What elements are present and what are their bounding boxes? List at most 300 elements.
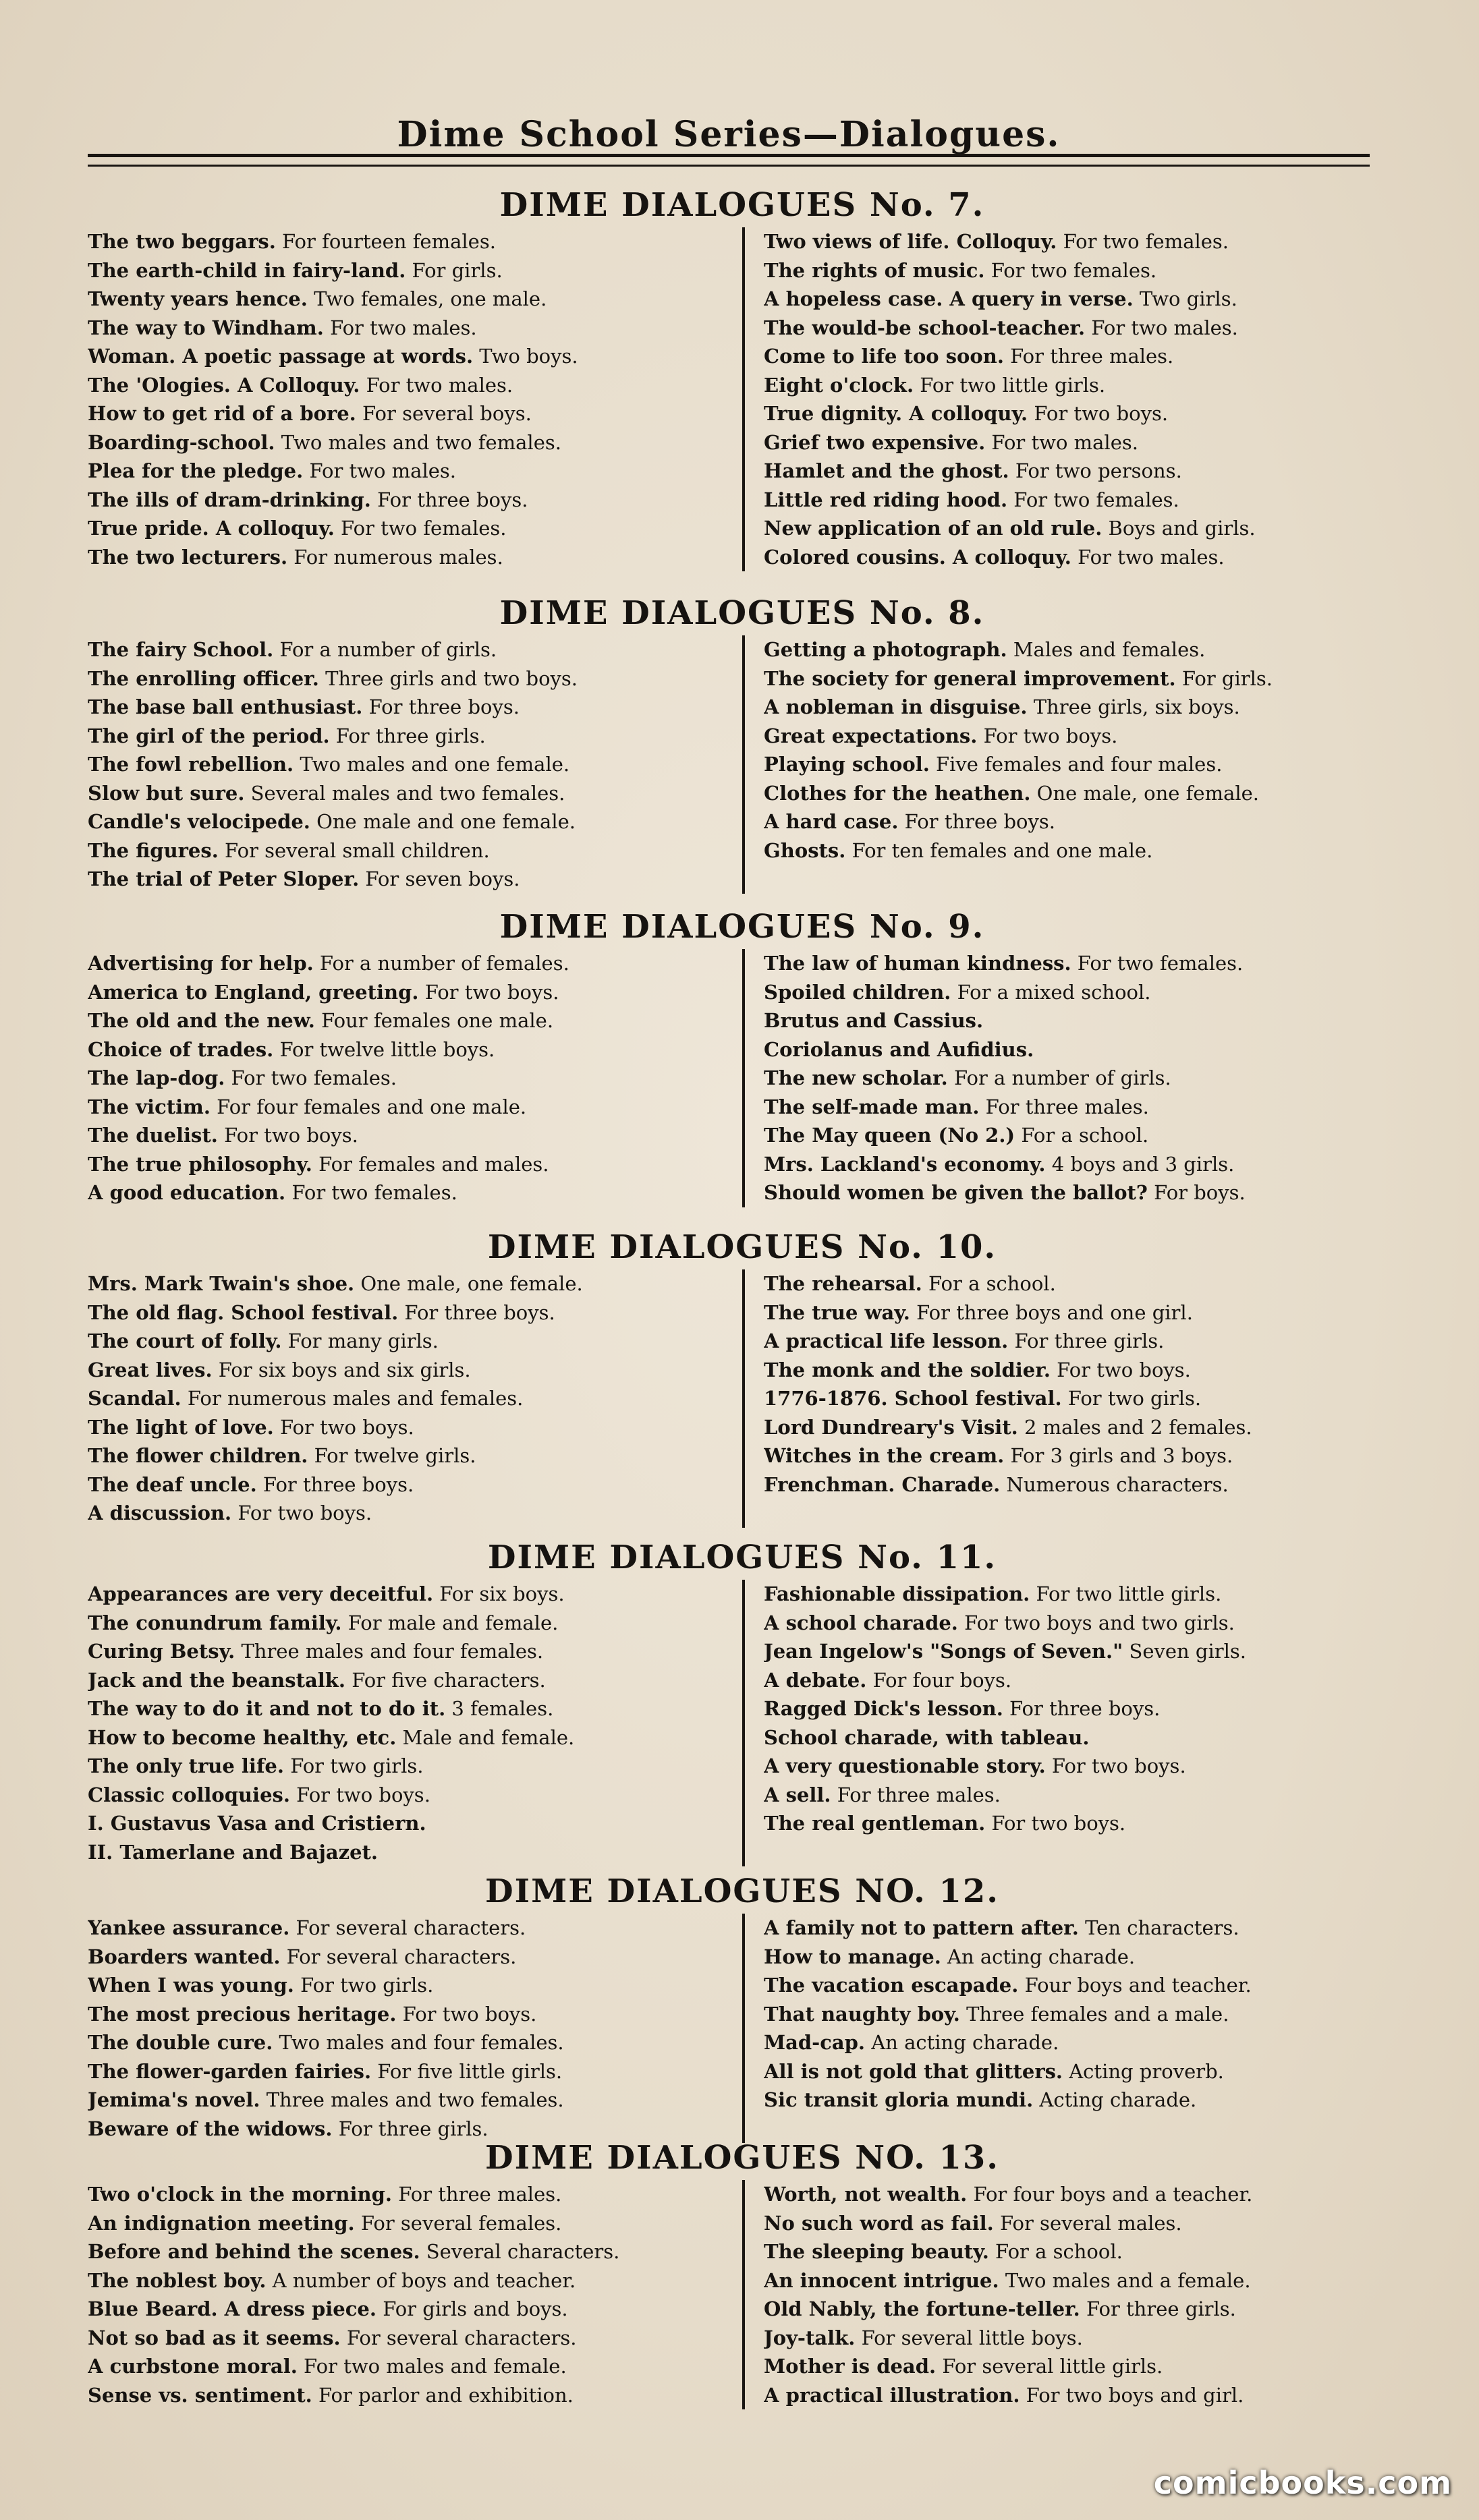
- dialogue-title: Curing Betsy.: [88, 1640, 235, 1663]
- dialogue-cast: For male and female.: [347, 1611, 559, 1634]
- dialogue-entry: [88, 1580, 723, 1609]
- dialogue-title: The old and the new.: [88, 1009, 315, 1032]
- dialogue-entry: [88, 285, 723, 314]
- dialogue-entry: [764, 1914, 1397, 1943]
- dialogue-cast: For five little girls.: [377, 2059, 563, 2083]
- dialogue-title: The victim.: [88, 1095, 211, 1118]
- dialogue-entry: [764, 285, 1397, 314]
- dialogue-title: The fairy School.: [88, 638, 274, 661]
- dialogue-entry: [88, 2266, 723, 2295]
- dialogue-entry: [764, 1035, 1397, 1064]
- dialogue-cast: For two girls.: [290, 1754, 424, 1777]
- dialogue-title: The self-made man.: [764, 1095, 980, 1118]
- header-rule-bottom: [88, 165, 1370, 167]
- dialogue-entry: [764, 399, 1397, 428]
- dialogue-title: Boarders wanted.: [88, 1945, 281, 1968]
- dialogue-entry: [764, 693, 1397, 722]
- dialogue-title: The only true life.: [88, 1754, 284, 1777]
- dialogue-entry: [88, 399, 723, 428]
- dialogue-title: The monk and the soldier.: [764, 1358, 1051, 1381]
- dialogue-entry: [764, 1694, 1397, 1723]
- dialogue-title: Come to life too soon.: [764, 345, 1004, 368]
- dialogue-cast: Males and females.: [1013, 638, 1206, 661]
- right-column: [742, 949, 1397, 1207]
- dialogue-title: A hopeless case. A query in verse.: [764, 287, 1134, 310]
- dialogue-cast: For 3 girls and 3 boys.: [1010, 1444, 1233, 1467]
- dialogue-cast: For ten females and one male.: [852, 838, 1153, 862]
- dialogue-entry: [764, 2295, 1397, 2324]
- dialogue-entry: [764, 836, 1397, 865]
- dialogue-title: Clothes for the heathen.: [764, 781, 1031, 805]
- dialogue-cast: For two males.: [1091, 316, 1238, 339]
- dialogue-title: Choice of trades.: [88, 1037, 274, 1061]
- dialogue-entry: [88, 1666, 723, 1695]
- dialogue-cast: For five characters.: [352, 1668, 546, 1692]
- dialogue-entry: [88, 514, 723, 543]
- dialogue-title: The would-be school-teacher.: [764, 316, 1086, 339]
- dialogue-title: Worth, not wealth.: [764, 2183, 968, 2206]
- dialogue-entry: [764, 1943, 1397, 1972]
- dialogue-title: School charade, with tableau.: [764, 1725, 1090, 1749]
- dialogue-entry: [764, 1637, 1397, 1666]
- dialogue-entry: [88, 1413, 723, 1442]
- dialogue-cast: A number of boys and teacher.: [272, 2268, 576, 2292]
- dialogue-title: Witches in the cream.: [764, 1444, 1005, 1467]
- dialogue-cast: For two boys and girl.: [1026, 2383, 1244, 2407]
- dialogue-title: Joy-talk.: [764, 2326, 856, 2349]
- dialogue-cast: For two boys.: [280, 1415, 414, 1439]
- dialogue-title: Mrs. Mark Twain's shoe.: [88, 1272, 355, 1295]
- dialogue-entry: [88, 2381, 723, 2410]
- series-title: Dime School Series—Dialogues.: [397, 114, 1061, 155]
- dialogue-entry: [88, 2209, 723, 2238]
- dialogue-title: Playing school.: [764, 753, 930, 776]
- dialogue-entry: [88, 1093, 723, 1122]
- dialogue-cast: For two males.: [330, 316, 477, 339]
- dialogue-entry: [88, 2028, 723, 2057]
- dialogue-title: The two beggars.: [88, 230, 276, 253]
- dialogue-title: A good education.: [88, 1181, 286, 1204]
- dialogue-entry: [88, 750, 723, 779]
- dialogue-title: Sense vs. sentiment.: [88, 2383, 312, 2407]
- dialogue-title: The two lecturers.: [88, 545, 288, 569]
- dialogue-cast: For three males.: [398, 2183, 562, 2206]
- dialogue-title: Old Nably, the fortune-teller.: [764, 2297, 1080, 2320]
- dialogue-title: Spoiled children.: [764, 980, 951, 1004]
- dialogue-cast: For three girls.: [1086, 2297, 1236, 2320]
- dialogue-entry: [764, 1609, 1397, 1638]
- dialogue-entry: [88, 1064, 723, 1093]
- dialogue-cast: For two little girls.: [920, 373, 1106, 397]
- dialogue-cast: For several females.: [360, 2211, 562, 2235]
- section-title: DIME DIALOGUES No. 11.: [487, 1539, 997, 1576]
- dialogue-title: Great expectations.: [764, 724, 978, 747]
- dialogue-cast: Boys and girls.: [1108, 517, 1256, 540]
- dialogue-entry: [88, 1838, 723, 1867]
- dialogue-title: The figures.: [88, 838, 219, 862]
- dialogue-title: All is not gold that glitters.: [764, 2059, 1063, 2083]
- dialogue-cast: For three girls.: [1014, 1329, 1165, 1352]
- dialogue-title: The way to do it and not to do it.: [88, 1697, 446, 1720]
- dialogue-cast: Three females and a male.: [966, 2002, 1229, 2026]
- dialogue-cast: For two males.: [1078, 545, 1225, 569]
- dialogue-entry: [764, 1666, 1397, 1695]
- dialogue-title: The rehearsal.: [764, 1272, 922, 1295]
- dialogue-title: The deaf uncle.: [88, 1472, 257, 1496]
- dialogue-title: Two views of life. Colloquy.: [764, 230, 1057, 253]
- dialogue-entry: [88, 1781, 723, 1810]
- dialogue-title: The noblest boy.: [88, 2268, 267, 2292]
- dialogue-cast: For two females.: [1077, 952, 1244, 975]
- dialogue-cast: Four boys and teacher.: [1024, 1974, 1252, 1997]
- dialogue-cast: An acting charade.: [947, 1945, 1136, 1968]
- dialogue-cast: For seven boys.: [365, 867, 520, 890]
- dialogue-entry: [764, 314, 1397, 343]
- dialogue-entry: [764, 1809, 1397, 1838]
- dialogue-title: A school charade.: [764, 1611, 958, 1634]
- right-column: [742, 2180, 1397, 2409]
- dialogue-cast: 4 boys and 3 girls.: [1051, 1152, 1235, 1176]
- dialogue-entry: [764, 1121, 1397, 1150]
- dialogue-cast: For two boys.: [296, 1783, 430, 1806]
- dialogue-cast: Two males and four females.: [279, 2031, 564, 2054]
- dialogue-cast: For girls.: [412, 258, 503, 282]
- dialogue-title: 1776-1876. School festival.: [764, 1387, 1062, 1410]
- dialogue-title: Blue Beard. A dress piece.: [88, 2297, 376, 2320]
- dialogue-entry: [88, 457, 723, 486]
- section-columns: [88, 1580, 1397, 1866]
- dialogue-entry: [88, 664, 723, 693]
- dialogue-title: Not so bad as it seems.: [88, 2326, 341, 2349]
- dialogue-entry: [764, 256, 1397, 285]
- dialogue-cast: For three girls.: [338, 2117, 489, 2140]
- dialogue-entry: [88, 1914, 723, 1943]
- dialogue-entry: [764, 949, 1397, 978]
- dialogue-title: The fowl rebellion.: [88, 753, 294, 776]
- dialogue-entry: [764, 1150, 1397, 1179]
- dialogue-title: The way to Windham.: [88, 316, 324, 339]
- dialogue-cast: For a school.: [1021, 1124, 1149, 1147]
- dialogue-entry: [88, 2000, 723, 2029]
- dialogue-entry: [764, 227, 1397, 256]
- dialogue-cast: For two boys.: [991, 1812, 1126, 1835]
- dialogue-title: A discussion.: [88, 1501, 232, 1524]
- dialogue-title: That naughty boy.: [764, 2002, 960, 2026]
- dialogue-entry: [764, 722, 1397, 751]
- right-column: [742, 635, 1397, 894]
- dialogue-title: A hard case.: [764, 810, 899, 833]
- left-column: [88, 635, 742, 894]
- dialogue-title: The May queen (No 2.): [764, 1124, 1015, 1147]
- dialogue-title: The conundrum family.: [88, 1611, 342, 1634]
- dialogue-title: True pride. A colloquy.: [88, 517, 335, 540]
- dialogue-entry: [764, 1470, 1397, 1499]
- left-column: [88, 1914, 742, 2143]
- dialogue-cast: One male and one female.: [316, 810, 576, 833]
- dialogue-cast: For boys.: [1154, 1181, 1246, 1204]
- dialogue-entry: [764, 1269, 1397, 1298]
- dialogue-cast: For three males.: [985, 1095, 1149, 1118]
- dialogue-cast: For a school.: [928, 1272, 1056, 1295]
- dialogue-cast: For several characters.: [286, 1945, 517, 1968]
- dialogue-title: New application of an old rule.: [764, 517, 1103, 540]
- dialogue-cast: For two boys.: [983, 724, 1118, 747]
- dialogue-entry: [88, 722, 723, 751]
- dialogue-cast: 3 females.: [451, 1697, 554, 1720]
- section-title: DIME DIALOGUES NO. 13.: [484, 2139, 999, 2177]
- dialogue-cast: For two females.: [341, 517, 507, 540]
- dialogue-cast: For two boys.: [1051, 1754, 1186, 1777]
- dialogue-entry: [88, 1971, 723, 2000]
- dialogue-entry: [88, 342, 723, 371]
- dialogue-entry: [88, 2352, 723, 2381]
- dialogue-section: [88, 1538, 1397, 1866]
- dialogue-entry: [764, 1006, 1397, 1035]
- dialogue-cast: Seven girls.: [1129, 1640, 1246, 1663]
- dialogue-title: Should women be given the ballot?: [764, 1181, 1148, 1204]
- dialogue-cast: For twelve little boys.: [279, 1037, 495, 1061]
- dialogue-title: Hamlet and the ghost.: [764, 459, 1009, 482]
- dialogue-entry: [764, 2000, 1397, 2029]
- dialogue-entry: [88, 1723, 723, 1752]
- dialogue-title: A sell.: [764, 1783, 831, 1806]
- dialogue-entry: [764, 1093, 1397, 1122]
- dialogue-entry: [88, 1809, 723, 1838]
- dialogue-entry: [88, 371, 723, 400]
- dialogue-entry: [764, 428, 1397, 457]
- dialogue-entry: [764, 1413, 1397, 1442]
- section-columns: [88, 227, 1397, 571]
- dialogue-cast: Ten characters.: [1085, 1916, 1239, 1939]
- dialogue-entry: [764, 1064, 1397, 1093]
- dialogue-title: The duelist.: [88, 1124, 218, 1147]
- dialogue-entry: [764, 1580, 1397, 1609]
- dialogue-cast: Several males and two females.: [250, 781, 565, 805]
- dialogue-title: No such word as fail.: [764, 2211, 994, 2235]
- dialogue-cast: For four boys and a teacher.: [973, 2183, 1253, 2206]
- dialogue-section: [88, 594, 1397, 894]
- dialogue-cast: For two females.: [1063, 230, 1229, 253]
- dialogue-entry: [88, 1694, 723, 1723]
- dialogue-entry: [764, 635, 1397, 664]
- dialogue-entry: [88, 865, 723, 894]
- dialogue-entry: [88, 1298, 723, 1327]
- dialogue-title: Woman. A poetic passage at words.: [88, 345, 474, 368]
- dialogue-entry: [764, 2381, 1397, 2410]
- dialogue-title: When I was young.: [88, 1974, 294, 1997]
- dialogue-cast: For two females.: [231, 1066, 397, 1089]
- dialogue-entry: [88, 1637, 723, 1666]
- dialogue-title: A practical illustration.: [764, 2383, 1020, 2407]
- dialogue-entry: [764, 779, 1397, 808]
- dialogue-title: Before and behind the scenes.: [88, 2240, 420, 2263]
- dialogue-title: The earth-child in fairy-land.: [88, 258, 406, 282]
- dialogue-title: The sleeping beauty.: [764, 2240, 989, 2263]
- dialogue-title: A curbstone moral.: [88, 2355, 298, 2378]
- dialogue-title: The most precious heritage.: [88, 2002, 397, 2026]
- dialogue-title: The court of folly.: [88, 1329, 282, 1352]
- dialogue-title: Eight o'clock.: [764, 373, 914, 397]
- dialogue-title: The true philosophy.: [88, 1152, 312, 1176]
- dialogue-entry: [88, 1943, 723, 1972]
- dialogue-cast: For two girls.: [300, 1974, 434, 1997]
- left-column: [88, 1580, 742, 1866]
- dialogue-cast: For a number of females.: [319, 952, 569, 975]
- dialogue-title: The old flag. School festival.: [88, 1300, 399, 1324]
- dialogue-cast: For three males.: [837, 1783, 1001, 1806]
- dialogue-cast: For several boys.: [362, 402, 532, 425]
- dialogue-entry: [88, 1269, 723, 1298]
- dialogue-cast: One male, one female.: [360, 1272, 583, 1295]
- dialogue-cast: Four females one male.: [321, 1009, 554, 1032]
- left-column: [88, 949, 742, 1207]
- dialogue-cast: Acting proverb.: [1069, 2059, 1224, 2083]
- dialogue-cast: Male and female.: [402, 1725, 575, 1749]
- dialogue-cast: For three girls.: [335, 724, 486, 747]
- dialogue-entry: [764, 1781, 1397, 1810]
- dialogue-title: The enrolling officer.: [88, 666, 319, 690]
- dialogue-title: II. Tamerlane and Bajazet.: [88, 1840, 379, 1864]
- dialogue-title: The 'Ologies. A Colloquy.: [88, 373, 360, 397]
- dialogue-title: The law of human kindness.: [764, 952, 1071, 975]
- dialogue-section: [88, 185, 1397, 571]
- dialogue-title: How to manage.: [764, 1945, 941, 1968]
- dialogue-cast: For three boys.: [377, 488, 528, 511]
- dialogue-cast: Three girls and two boys.: [325, 666, 578, 690]
- dialogue-entry: [764, 1356, 1397, 1385]
- dialogue-cast: For females and males.: [318, 1152, 549, 1176]
- dialogue-entry: [88, 486, 723, 515]
- right-column: [742, 1269, 1397, 1528]
- dialogue-entry: [88, 1150, 723, 1179]
- dialogue-title: Colored cousins. A colloquy.: [764, 545, 1071, 569]
- dialogue-cast: For three males.: [1010, 345, 1174, 368]
- dialogue-title: Little red riding hood.: [764, 488, 1008, 511]
- dialogue-entry: [88, 1327, 723, 1356]
- dialogue-entry: [88, 256, 723, 285]
- dialogue-cast: For two females.: [1013, 488, 1179, 511]
- header-rule-top: [88, 154, 1370, 157]
- dialogue-cast: For two boys.: [1034, 402, 1169, 425]
- dialogue-entry: [88, 1752, 723, 1781]
- dialogue-cast: Three males and four females.: [241, 1640, 544, 1663]
- dialogue-entry: [88, 1035, 723, 1064]
- dialogue-cast: For several little girls.: [942, 2355, 1163, 2378]
- dialogue-title: Jack and the beanstalk.: [88, 1668, 345, 1692]
- dialogue-cast: For four females and one male.: [217, 1095, 527, 1118]
- dialogue-cast: 2 males and 2 females.: [1024, 1415, 1252, 1439]
- dialogue-entry: [88, 978, 723, 1007]
- dialogue-title: How to become healthy, etc.: [88, 1725, 397, 1749]
- dialogue-entry: [764, 2028, 1397, 2057]
- dialogue-entry: [764, 514, 1397, 543]
- dialogue-entry: [764, 2180, 1397, 2209]
- dialogue-entry: [88, 949, 723, 978]
- left-column: [88, 1269, 742, 1528]
- dialogue-title: How to get rid of a bore.: [88, 402, 356, 425]
- dialogue-title: True dignity. A colloquy.: [764, 402, 1028, 425]
- dialogue-entry: [88, 779, 723, 808]
- dialogue-cast: Two males and a female.: [1005, 2268, 1251, 2292]
- dialogue-cast: For several characters.: [296, 1916, 526, 1939]
- dialogue-entry: [764, 2209, 1397, 2238]
- dialogue-cast: For two males.: [366, 373, 513, 397]
- dialogue-title: The ills of dram-drinking.: [88, 488, 371, 511]
- dialogue-title: The vacation escapade.: [764, 1974, 1019, 1997]
- dialogue-cast: Acting charade.: [1039, 2088, 1197, 2111]
- dialogue-entry: [764, 1752, 1397, 1781]
- dialogue-entry: [88, 1356, 723, 1385]
- dialogue-entry: [764, 1971, 1397, 2000]
- dialogue-title: Sic transit gloria mundi.: [764, 2088, 1034, 2111]
- dialogue-title: The lap-dog.: [88, 1066, 225, 1089]
- dialogue-title: The new scholar.: [764, 1066, 948, 1089]
- dialogue-title: Advertising for help.: [88, 952, 314, 975]
- right-column: [742, 1914, 1397, 2143]
- dialogue-cast: For two boys.: [238, 1501, 372, 1524]
- dialogue-cast: For two females.: [990, 258, 1157, 282]
- dialogue-entry: [88, 2237, 723, 2266]
- dialogue-entry: [764, 1178, 1397, 1207]
- dialogue-cast: An acting charade.: [871, 2031, 1059, 2054]
- dialogue-cast: Three males and two females.: [266, 2088, 564, 2111]
- dialogue-cast: For two girls.: [1067, 1387, 1202, 1410]
- dialogue-cast: Two females, one male.: [314, 287, 547, 310]
- dialogue-entry: [764, 2057, 1397, 2086]
- dialogue-title: Slow but sure.: [88, 781, 245, 805]
- dialogue-cast: For parlor and exhibition.: [318, 2383, 574, 2407]
- section-columns: [88, 635, 1397, 894]
- dialogue-cast: For a number of girls.: [953, 1066, 1171, 1089]
- dialogue-title: A practical life lesson.: [764, 1329, 1009, 1352]
- dialogue-entry: [88, 836, 723, 865]
- dialogue-title: An innocent intrigue.: [764, 2268, 999, 2292]
- dialogue-section: [88, 2138, 1397, 2409]
- dialogue-cast: Two males and two females.: [281, 430, 561, 454]
- dialogue-cast: For six boys.: [439, 1582, 565, 1605]
- dialogue-cast: For three boys.: [904, 810, 1055, 833]
- dialogue-entry: [88, 1470, 723, 1499]
- dialogue-cast: Three girls, six boys.: [1033, 695, 1240, 718]
- dialogue-cast: For numerous males.: [294, 545, 503, 569]
- dialogue-cast: One male, one female.: [1036, 781, 1260, 805]
- dialogue-cast: For two males.: [991, 430, 1138, 454]
- dialogue-entry: [764, 978, 1397, 1007]
- dialogue-title: Mother is dead.: [764, 2355, 937, 2378]
- dialogue-title: The trial of Peter Sloper.: [88, 867, 360, 890]
- dialogue-entry: [88, 1006, 723, 1035]
- dialogue-cast: For four boys.: [872, 1668, 1012, 1692]
- dialogue-cast: For numerous males and females.: [187, 1387, 524, 1410]
- dialogue-title: Grief two expensive.: [764, 430, 986, 454]
- dialogue-title: Fashionable dissipation.: [764, 1582, 1030, 1605]
- dialogue-entry: [764, 664, 1397, 693]
- dialogue-entry: [764, 1327, 1397, 1356]
- watermark: comicbooks.com: [1153, 2465, 1452, 2501]
- dialogue-title: The society for general improvement.: [764, 666, 1176, 690]
- right-column: [742, 1580, 1397, 1866]
- dialogue-title: America to England, greeting.: [88, 980, 419, 1004]
- dialogue-title: A debate.: [764, 1668, 867, 1692]
- dialogue-entry: [764, 486, 1397, 515]
- dialogue-entry: [764, 342, 1397, 371]
- dialogue-title: The girl of the period.: [88, 724, 330, 747]
- dialogue-entry: [764, 1441, 1397, 1470]
- dialogue-title: The real gentleman.: [764, 1812, 986, 1835]
- dialogue-entry: [88, 1384, 723, 1413]
- dialogue-title: A very questionable story.: [764, 1754, 1046, 1777]
- dialogue-entry: [88, 543, 723, 572]
